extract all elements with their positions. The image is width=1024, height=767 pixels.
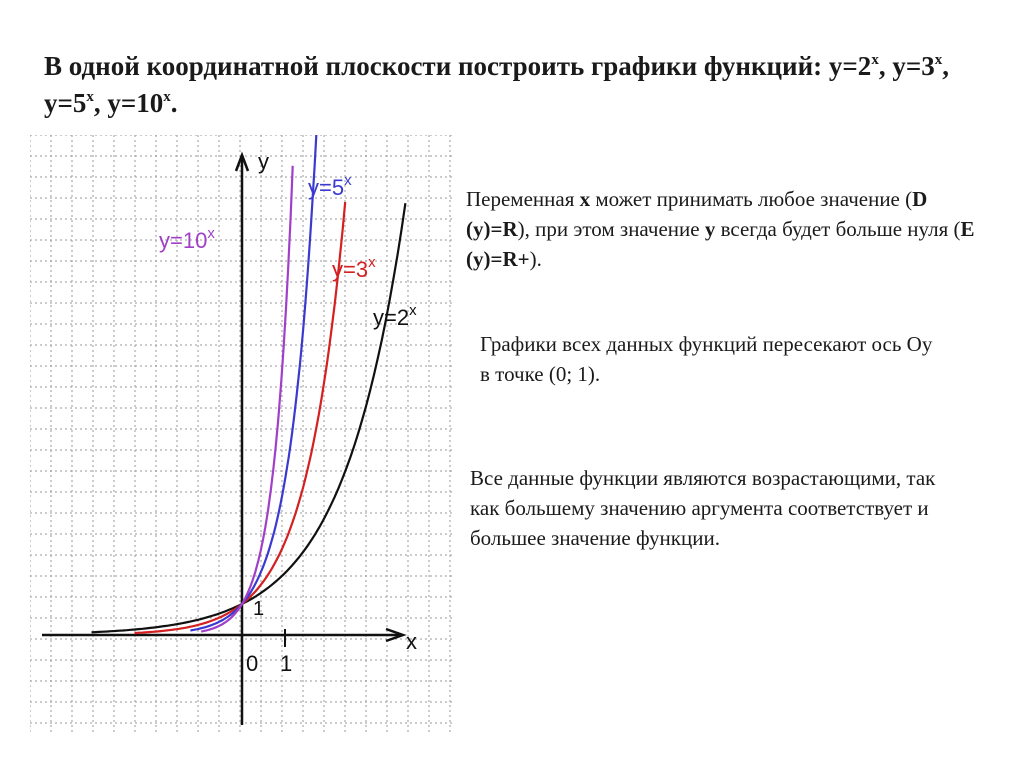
series-label-2: $y=2^x$ <box>373 302 417 330</box>
text-domain-range: Переменная x может принимать любое значение (D (y)=R), при этом значение y всегда будет больше нуля (E (y)=R+). <box>466 187 975 271</box>
y-axis-label: y <box>258 149 269 174</box>
point-label-0-1: 1 <box>253 598 265 620</box>
series-line-10 <box>201 166 293 632</box>
title-func-2: $y=2^x$ <box>828 51 879 81</box>
text-increasing: Все данные функции являются возрастающими, так как большему значению аргумента соответствует и большее значение функции. <box>470 466 936 550</box>
title-text: В одной координатной плоскости построить графики функций: <box>44 51 829 81</box>
x-axis-label: x <box>406 629 417 654</box>
title-func-10: $y=10^x$ <box>107 88 171 118</box>
text-intersection: Графики всех данных функций пересекают ось Оy в точке (0; 1). <box>480 332 933 386</box>
title-func-3: $y=3^x$ <box>892 51 943 81</box>
title-func-5: $y=5^x$ <box>44 88 94 118</box>
x-tick-label-1: 1 <box>280 651 293 676</box>
series-label-3: $y=3^x$ <box>332 254 376 282</box>
chart-curves <box>92 135 406 633</box>
series-label-10: $y=10^x$ <box>159 225 215 253</box>
page-title: В одной координатной плоскости построить графики функций: $y=2^x$, $y=3^x$, $y=5^x$, $y=10^x$. <box>44 51 949 118</box>
series-label-5: $y=5^x$ <box>308 172 352 200</box>
exponential-functions-chart <box>30 135 455 735</box>
x-tick-label-0: 0 <box>246 651 259 676</box>
